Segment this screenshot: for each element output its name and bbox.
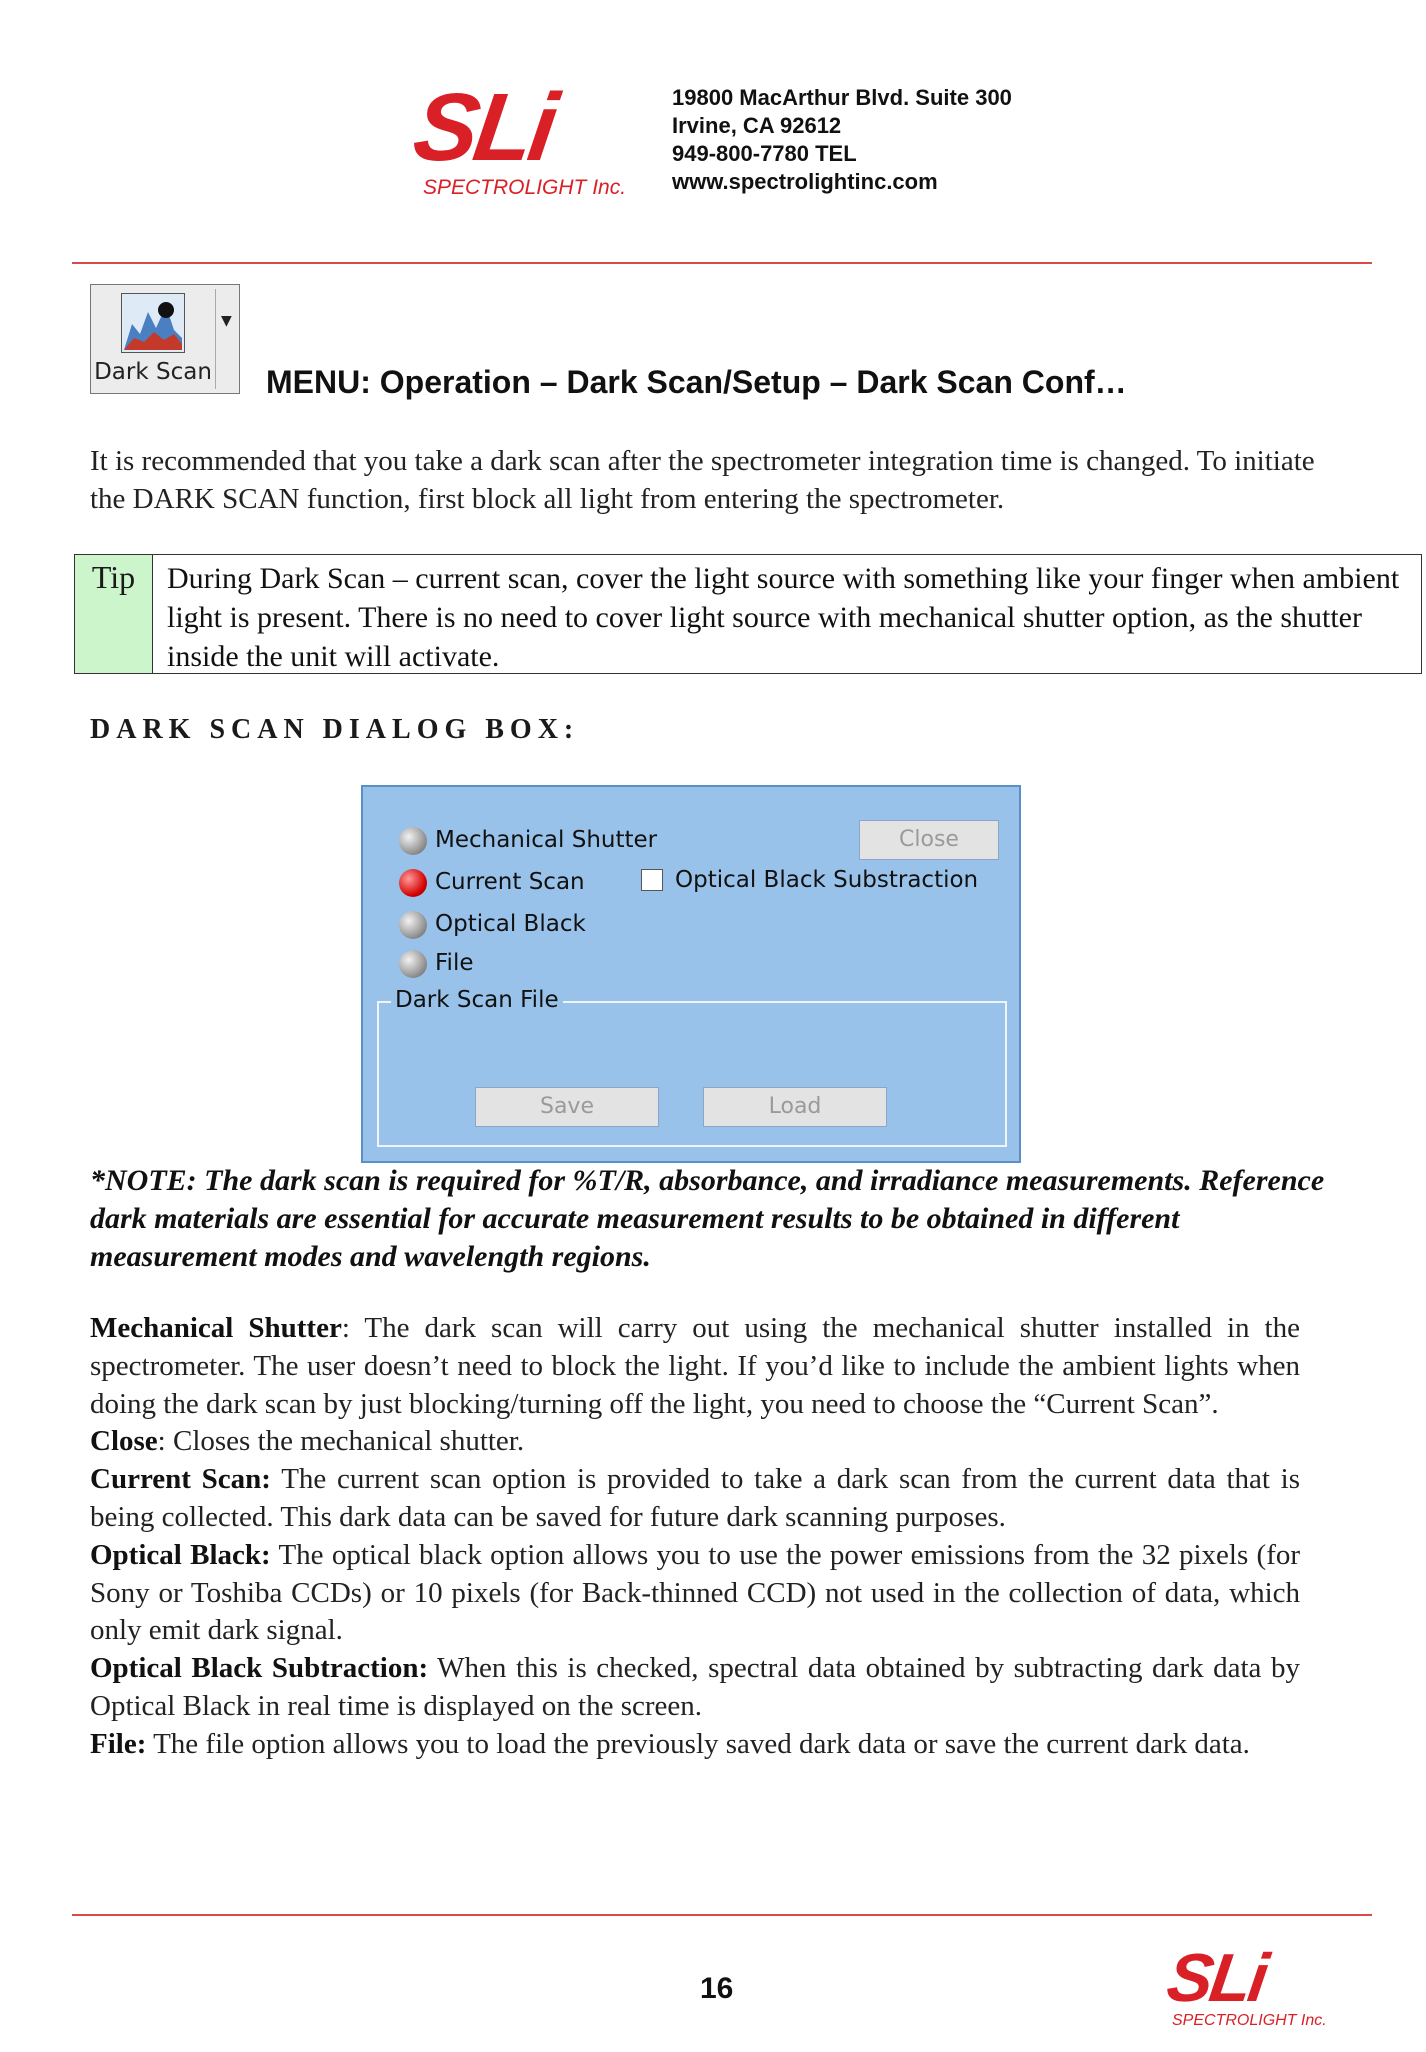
radio-label-file: File xyxy=(435,950,474,976)
address-line: 19800 MacArthur Blvd. Suite 300 xyxy=(672,85,1012,110)
option-definitions xyxy=(90,1310,1300,1764)
intro-paragraph: It is recommended that you take a dark scan after the spectrometer integration time is changed. To initiate the DARK SCAN function, first block all light from entering the spectrometer. xyxy=(90,445,1315,515)
definition-text: The optical black option allows you to use the power emissions from the 32 pixels (for Sony or Toshiba CCDs) or 10 pixels (for Back-thinned CCD) not used in the collection of data, which only emit dark signal. xyxy=(90,1538,1301,1647)
definition-item xyxy=(90,1650,1300,1726)
definition-term: Close xyxy=(90,1425,158,1458)
checkbox-label: Optical Black Substraction xyxy=(675,867,979,893)
definition-text: The current scan option is provided to take a dark scan from the current data that is being collected. This dark data can be saved for future dark scanning purposes. xyxy=(90,1463,1300,1533)
page-number: 16 xyxy=(700,1972,734,2005)
close-button[interactable]: Close xyxy=(859,820,999,860)
definition-item xyxy=(90,1423,1300,1461)
definition-term: Mechanical Shutter xyxy=(90,1312,342,1344)
radio-label-current-scan: Current Scan xyxy=(435,869,585,895)
tip-label: Tip xyxy=(75,555,153,673)
separator xyxy=(271,1463,281,1495)
definition-text: When this is checked, spectral data obtained by subtracting dark data by Optical Black in real time is displayed on the screen. xyxy=(90,1652,1300,1722)
address-line: Irvine, CA 92612 xyxy=(672,113,842,138)
footer-logo xyxy=(1162,1940,1368,2034)
separator: : xyxy=(157,1425,173,1458)
header-divider xyxy=(72,262,1372,264)
definition-term: File: xyxy=(90,1727,147,1760)
definition-item xyxy=(90,1537,1300,1650)
note-paragraph: *NOTE: The dark scan is required for %T/R, absorbance, and irradiance measurements. Reference dark materials are essential for accurate measurement results to be obtained in different measurement modes and wavelength regions. xyxy=(90,1164,1325,1273)
definition-text: The dark scan will carry out using the mechanical shutter installed in the spectrometer. The user doesn’t need to block the light. If you’d like to include the ambient lights when doing the dark scan by just blocking/turning off the light, you need to choose the “Current Scan”. xyxy=(90,1312,1300,1420)
definition-item xyxy=(90,1726,1300,1764)
company-logo xyxy=(407,74,670,200)
definition-item xyxy=(90,1310,1300,1423)
toolbar-button-label: Dark Scan xyxy=(94,359,212,385)
menu-path-title: MENU: Operation – Dark Scan/Setup – Dark Scan Conf… xyxy=(266,364,1127,400)
dropdown-arrow-icon[interactable]: ▼ xyxy=(221,313,232,329)
radio-label-mechanical-shutter: Mechanical Shutter xyxy=(435,827,658,853)
footer-divider xyxy=(72,1914,1372,1916)
dark-scan-spectrum-icon xyxy=(121,293,185,353)
tip-text: During Dark Scan – current scan, cover the light source with something like your finger when ambient light is present. There is no need to cover light source with mechanical shutter option, as the shutter inside the unit will activate. xyxy=(167,562,1400,673)
save-button[interactable]: Save xyxy=(475,1087,659,1127)
radio-mechanical-shutter[interactable] xyxy=(399,827,427,855)
company-address xyxy=(672,84,1012,196)
dark-scan-file-group xyxy=(377,1001,1007,1147)
load-button[interactable]: Load xyxy=(703,1087,887,1127)
split-divider xyxy=(215,289,216,389)
radio-optical-black[interactable] xyxy=(399,911,427,939)
separator xyxy=(428,1652,437,1684)
definition-text: The file option allows you to load the previously saved dark data or save the current dark data. xyxy=(153,1727,1250,1760)
dark-scan-toolbar-button[interactable] xyxy=(90,284,240,394)
footer-logo-subtitle: SPECTROLIGHT Inc. xyxy=(1172,2012,1327,2029)
logo-subtitle: SPECTROLIGHT Inc. xyxy=(423,176,627,199)
phone-line: 949-800-7780 TEL xyxy=(672,141,857,166)
definition-term: Optical Black: xyxy=(90,1538,271,1571)
dark-scan-dialog xyxy=(361,785,1021,1163)
separator: : xyxy=(341,1312,365,1344)
logo-wordmark: SLi xyxy=(407,74,560,181)
definition-term: Optical Black Subtraction: xyxy=(90,1652,429,1685)
definition-term: Current Scan: xyxy=(90,1463,271,1496)
tip-box xyxy=(74,554,1422,674)
section-heading: DARK SCAN DIALOG BOX: xyxy=(90,714,580,745)
group-label: Dark Scan File xyxy=(391,987,563,1013)
radio-file[interactable] xyxy=(399,950,427,978)
definition-item xyxy=(90,1461,1300,1537)
radio-current-scan[interactable] xyxy=(399,869,427,897)
radio-label-optical-black: Optical Black xyxy=(435,911,586,937)
optical-black-subtraction-checkbox[interactable] xyxy=(641,869,663,891)
website-line: www.spectrolightinc.com xyxy=(672,169,938,194)
definition-text: Closes the mechanical shutter. xyxy=(172,1425,525,1458)
footer-logo-wordmark: SLi xyxy=(1162,1940,1271,2016)
